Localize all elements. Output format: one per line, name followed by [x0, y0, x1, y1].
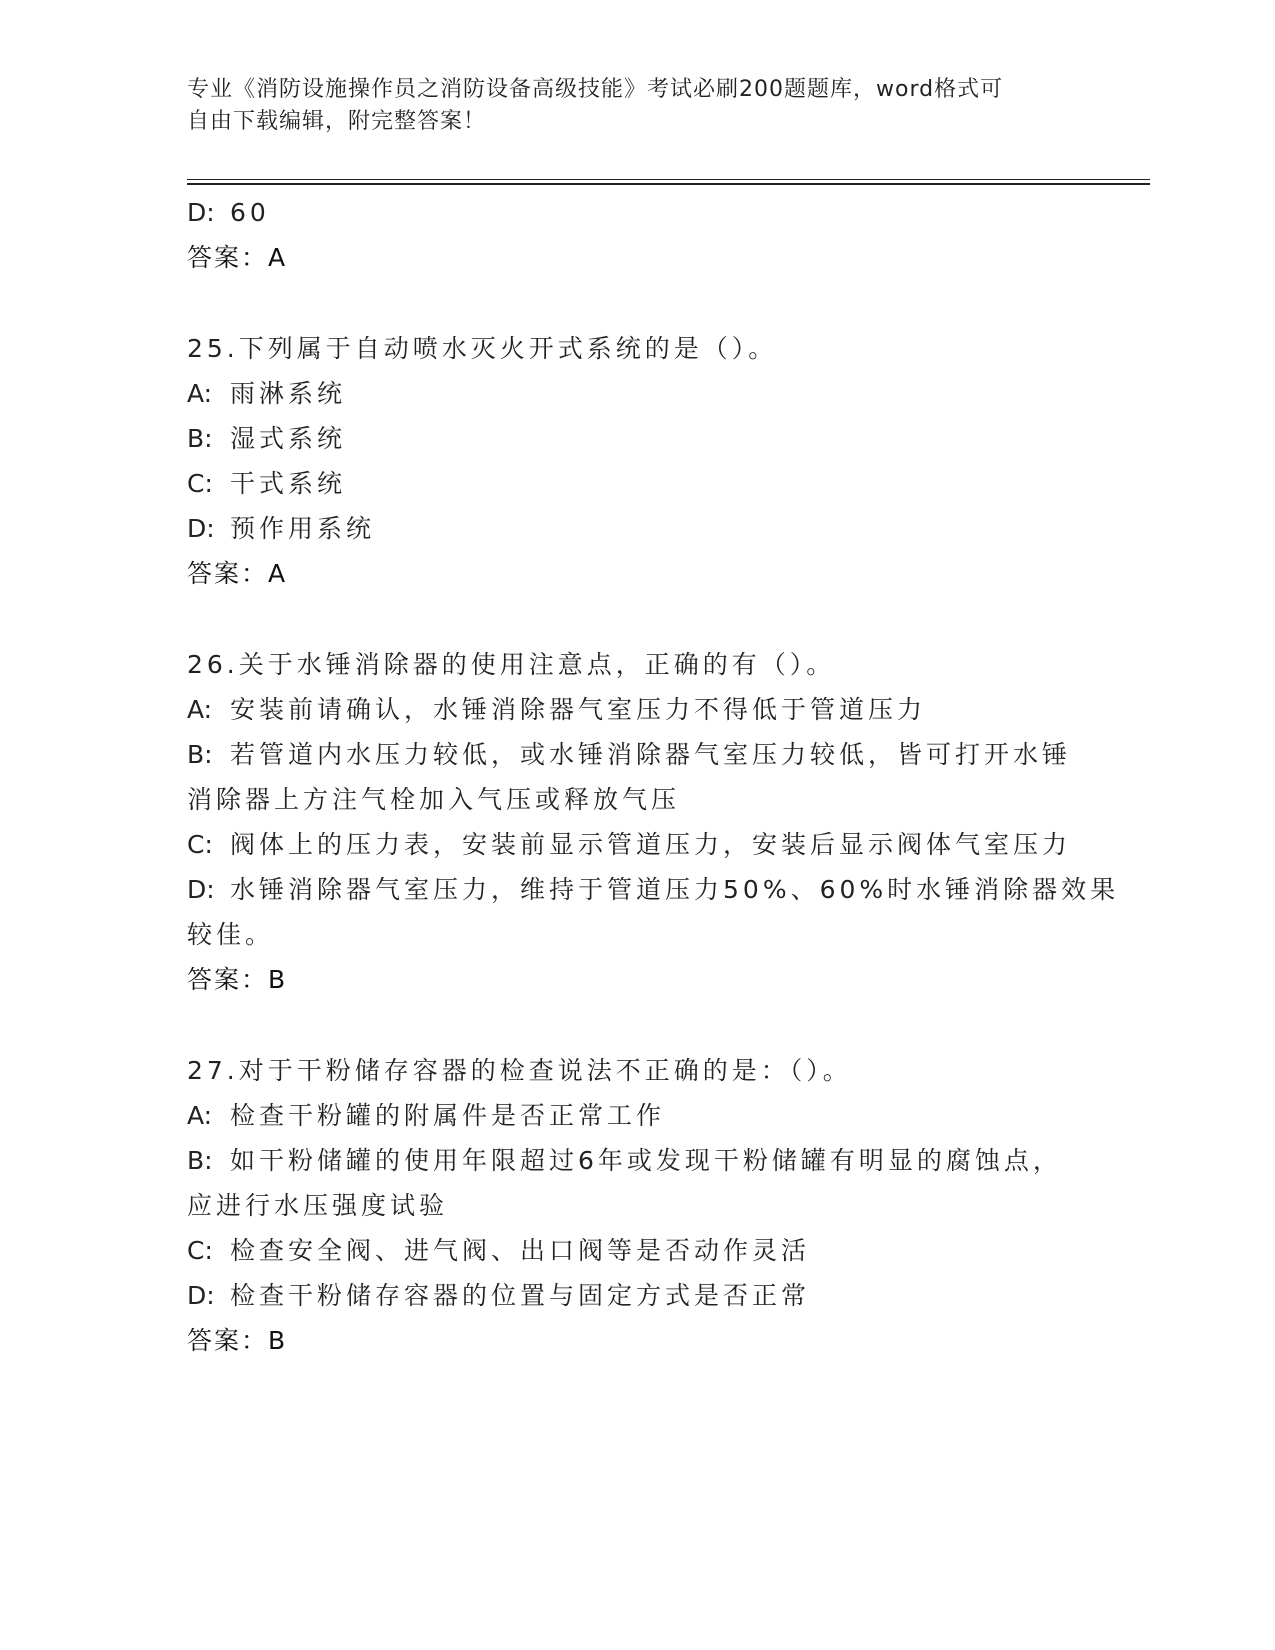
- header-divider-thin: [187, 179, 1150, 180]
- option-text: 雨淋系统: [230, 379, 347, 408]
- option-text: 检查安全阀、进气阀、出口阀等是否动作灵活: [230, 1236, 811, 1265]
- option-text: 预作用系统: [230, 514, 376, 543]
- option-text: 阀体上的压力表，安装前显示管道压力，安装后显示阀体气室压力: [230, 830, 1072, 859]
- header-divider-thick: [187, 183, 1150, 185]
- option-label: D:: [187, 1281, 215, 1310]
- option-label: B:: [187, 740, 213, 769]
- option-c: [187, 461, 1087, 506]
- option-label: B:: [187, 1146, 213, 1175]
- option-label: C:: [187, 1236, 213, 1265]
- question-block: [187, 1048, 1087, 1363]
- option-d: [187, 867, 1120, 912]
- option-text: 如干粉储罐的使用年限超过6年或发现干粉储罐有明显的腐蚀点，: [230, 1146, 1062, 1175]
- option-label: A:: [187, 695, 213, 724]
- question-block: [187, 326, 1087, 596]
- option-text: 干式系统: [230, 469, 347, 498]
- answer-line: 答案：B: [187, 965, 288, 994]
- question-stem: 26.关于水锤消除器的使用注意点，正确的有（）。: [187, 650, 836, 679]
- question-stem: 27.对于干粉储存容器的检查说法不正确的是：（）。: [187, 1056, 852, 1085]
- option-b: [187, 732, 1087, 777]
- option-text: 检查干粉储存容器的位置与固定方式是否正常: [230, 1281, 811, 1310]
- option-text: 湿式系统: [230, 424, 347, 453]
- header-line-2: 自由下载编辑，附完整答案！: [187, 109, 487, 134]
- question-block: [187, 642, 1120, 1002]
- option-label: B:: [187, 424, 213, 453]
- option-d-continued: 较佳。: [187, 920, 275, 949]
- option-b-continued: 应进行水压强度试验: [187, 1191, 449, 1220]
- option-text: 水锤消除器气室压力，维持于管道压力50%、60%时水锤消除器效果: [230, 875, 1120, 904]
- option-text: 安装前请确认，水锤消除器气室压力不得低于管道压力: [230, 695, 927, 724]
- option-label: A:: [187, 1101, 213, 1130]
- option-label: A:: [187, 379, 213, 408]
- option-text: 60: [230, 198, 270, 227]
- option-d: [187, 190, 1087, 235]
- answer-line: 答案：B: [187, 1326, 288, 1355]
- option-c: [187, 1228, 1087, 1273]
- option-d: [187, 506, 1087, 551]
- option-label: D:: [187, 198, 215, 227]
- option-a: [187, 371, 1087, 416]
- option-b-continued: 消除器上方注气栓加入气压或释放气压: [187, 785, 681, 814]
- option-a: [187, 1093, 1087, 1138]
- option-d: [187, 1273, 1087, 1318]
- answer-line: 答案：A: [187, 559, 288, 588]
- option-text: 检查干粉罐的附属件是否正常工作: [230, 1101, 666, 1130]
- answer-line: 答案：A: [187, 243, 288, 272]
- option-text: 若管道内水压力较低，或水锤消除器气室压力较低，皆可打开水锤: [230, 740, 1072, 769]
- question-content: [187, 190, 1120, 1363]
- question-stem: 25.下列属于自动喷水灭火开式系统的是（）。: [187, 334, 778, 363]
- header-line-1: 专业《消防设施操作员之消防设备高级技能》考试必刷200题题库，word格式可: [187, 77, 1004, 102]
- option-label: D:: [187, 875, 215, 904]
- option-c: [187, 822, 1087, 867]
- option-b: [187, 1138, 1087, 1183]
- option-a: [187, 687, 1087, 732]
- page-header: [187, 74, 1087, 138]
- option-label: C:: [187, 469, 213, 498]
- option-label: C:: [187, 830, 213, 859]
- option-b: [187, 416, 1087, 461]
- option-label: D:: [187, 514, 215, 543]
